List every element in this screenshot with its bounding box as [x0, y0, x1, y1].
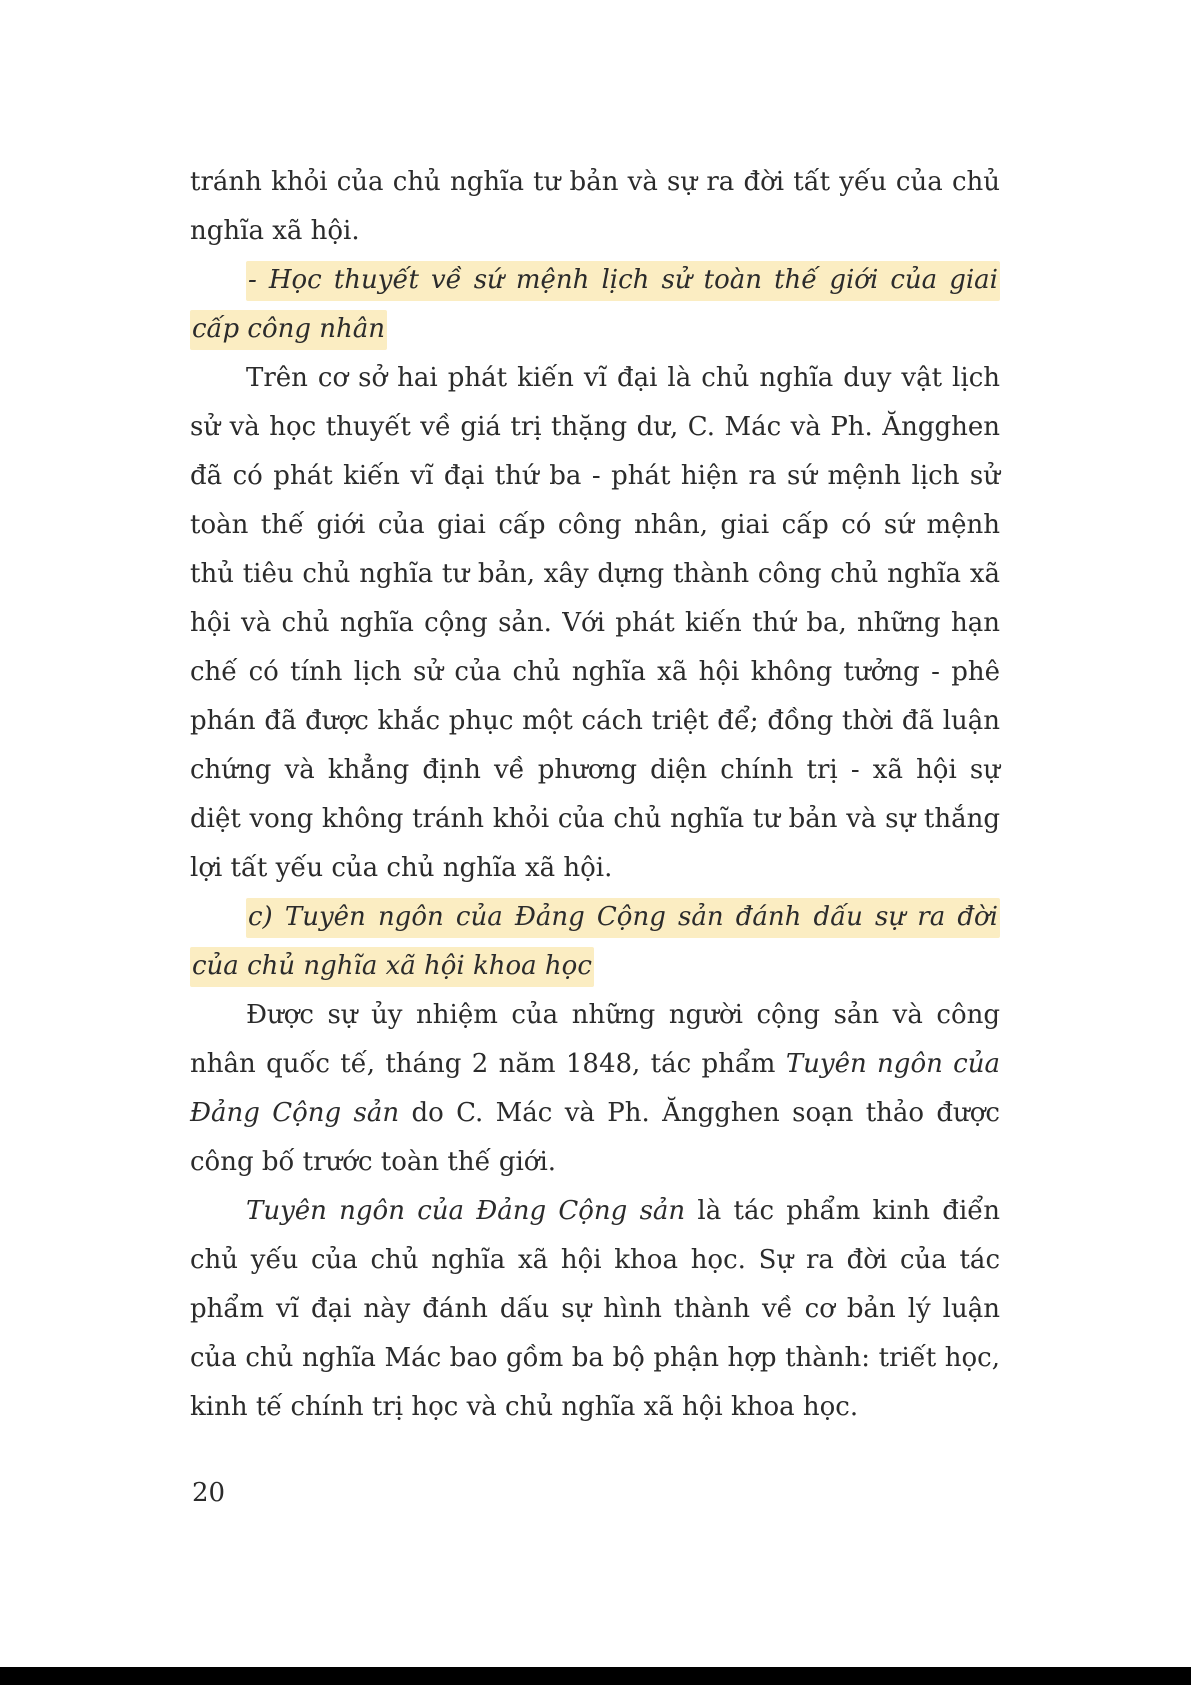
- scan-border-bottom: [0, 1667, 1191, 1685]
- text-run: là tác phẩm kinh điển chủ yếu của chủ nghĩa xã hội khoa học. Sự ra đời của tác phẩm vĩ đại này đánh dấu sự hình thành về cơ bản lý luận của chủ nghĩa Mác bao gồm ba bộ phận hợp thành: triết học, kinh tế chính trị học và chủ nghĩa xã hội khoa học.: [190, 1196, 1000, 1422]
- paragraph-third-discovery: Trên cơ sở hai phát kiến vĩ đại là chủ nghĩa duy vật lịch sử và học thuyết về giá trị thặng dư, C. Mác và Ph. Ăngghen đã có phát kiến vĩ đại thứ ba - phát hiện ra sứ mệnh lịch sử toàn thế giới của giai cấp công nhân, giai cấp có sứ mệnh thủ tiêu chủ nghĩa tư bản, xây dựng thành công chủ nghĩa xã hội và chủ nghĩa cộng sản. Với phát kiến thứ ba, những hạn chế có tính lịch sử của chủ nghĩa xã hội không tưởng - phê phán đã được khắc phục một cách triệt để; đồng thời đã luận chứng và khẳng định về phương diện chính trị - xã hội sự diệt vong không tránh khỏi của chủ nghĩa tư bản và sự thắng lợi tất yếu của chủ nghĩa xã hội.: [190, 363, 1000, 883]
- italic-title-run: Tuyên ngôn của Đảng Cộng sản: [190, 1049, 1000, 1128]
- highlight-heading-2: c) Tuyên ngôn của Đảng Cộng sản đánh dấu sự ra đời của chủ nghĩa xã hội khoa học: [190, 898, 1000, 987]
- section-heading-working-class-mission: [190, 256, 1000, 354]
- text-run: Được sự ủy nhiệm của những người cộng sản và công nhân quốc tế, tháng 2 năm 1848, tác phẩm: [190, 1000, 1000, 1079]
- page-number: 20: [192, 1478, 226, 1508]
- paragraph-manifesto-published: [190, 991, 1000, 1187]
- section-heading-manifesto: [190, 893, 1000, 991]
- text-run: do C. Mác và Ph. Ăngghen soạn thảo được công bố trước toàn thế giới.: [190, 1098, 1000, 1177]
- paragraph-continuation: tránh khỏi của chủ nghĩa tư bản và sự ra đời tất yếu của chủ nghĩa xã hội.: [190, 167, 1000, 246]
- paragraph-manifesto-classic: [190, 1187, 1000, 1432]
- page-body: [190, 158, 1000, 1432]
- highlight-heading-1: - Học thuyết về sứ mệnh lịch sử toàn thế giới của giai cấp công nhân: [190, 261, 1000, 350]
- italic-title-run: Tuyên ngôn của Đảng Cộng sản: [246, 1196, 686, 1226]
